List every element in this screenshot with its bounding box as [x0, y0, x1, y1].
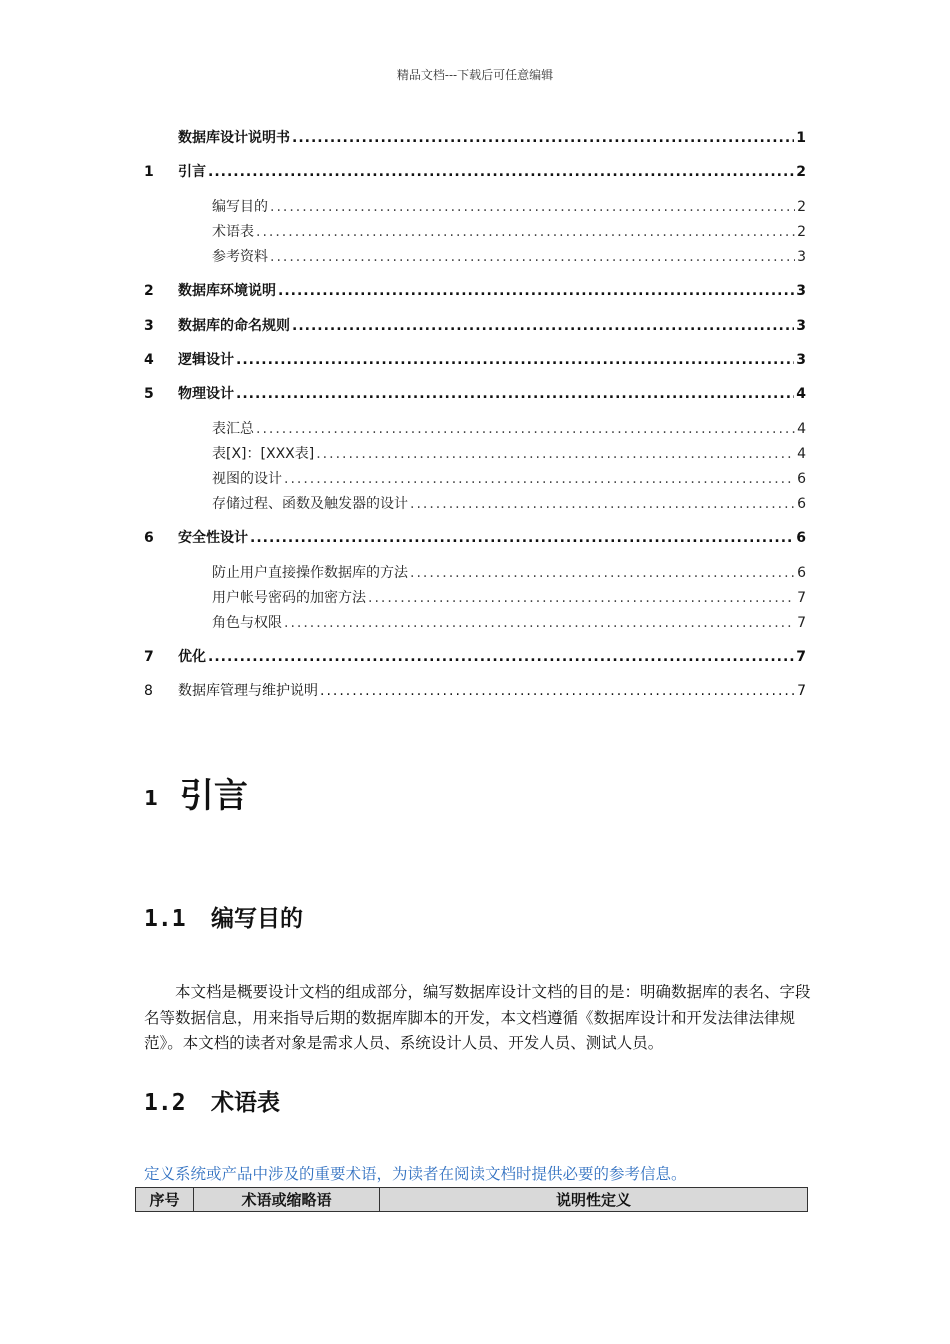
toc-leader-dots	[236, 386, 794, 402]
toc-entry-label: 存储过程、函数及触发器的设计	[212, 496, 408, 512]
toc-entry-page: 7	[797, 615, 806, 631]
toc-entry-label: 优化	[178, 649, 206, 665]
toc-entry-number: 5	[144, 386, 154, 402]
toc-entry-page: 7	[797, 590, 806, 606]
toc-entry[interactable]	[144, 280, 806, 300]
toc-leader-dots	[316, 446, 795, 462]
toc-leader-dots	[292, 318, 794, 334]
toc-leader-dots	[256, 224, 795, 240]
toc-entry[interactable]	[144, 315, 806, 335]
toc-entry-label: 数据库管理与维护说明	[178, 683, 318, 699]
toc-entry[interactable]	[144, 527, 806, 547]
toc-leader-dots	[208, 164, 794, 180]
toc-entry-label: 视图的设计	[212, 471, 282, 487]
toc-entry[interactable]	[144, 680, 806, 700]
toc-entry[interactable]	[144, 221, 806, 241]
toc-entry-label: 表[X]：[XXX表]	[212, 446, 315, 462]
section-title: 术语表	[211, 1090, 280, 1116]
toc-entry-page: 2	[796, 164, 806, 180]
toc-leader-dots	[250, 530, 794, 546]
section-number: 1	[144, 785, 158, 810]
toc-leader-dots	[320, 683, 795, 699]
toc-leader-dots	[278, 283, 794, 299]
section-1-1-heading	[144, 900, 303, 933]
toc-entry[interactable]	[144, 468, 806, 488]
toc-entry[interactable]	[144, 196, 806, 216]
toc-entry-page: 3	[796, 352, 806, 368]
toc-entry-label: 参考资料	[212, 249, 268, 265]
section-number: 1.2	[144, 1090, 186, 1116]
toc-entry-label: 物理设计	[178, 386, 234, 402]
toc-entry-page: 6	[796, 530, 806, 546]
toc-entry-label: 编写目的	[212, 199, 268, 215]
toc-entry-page: 3	[797, 249, 806, 265]
section-title: 编写目的	[211, 906, 303, 932]
toc-entry-page: 3	[796, 318, 806, 334]
toc-leader-dots	[236, 352, 794, 368]
toc-entry-page: 1	[796, 130, 806, 146]
toc-entry-label: 数据库环境说明	[178, 283, 276, 299]
toc-entry-number: 8	[144, 683, 153, 699]
toc-entry-label: 数据库设计说明书	[178, 130, 290, 146]
toc-entry-label: 术语表	[212, 224, 254, 240]
toc-entry[interactable]	[144, 161, 806, 181]
body-paragraph: 本文档是概要设计文档的组成部分，编写数据库设计文档的目的是：明确数据库的表名、字段名等数据信息，用来指导后期的数据库脚本的开发，本文档遵循《数据库设计和开发法律法律规范》。本文档的读者对象是需求人员、系统设计人员、开发人员、测试人员。	[144, 983, 811, 1052]
toc-entry-number: 7	[144, 649, 154, 665]
toc-entry-number: 1	[144, 164, 154, 180]
toc-entry-page: 7	[796, 649, 806, 665]
toc-entry[interactable]	[144, 349, 806, 369]
toc-entry[interactable]	[144, 443, 806, 463]
toc-entry-label: 防止用户直接操作数据库的方法	[212, 565, 408, 581]
toc-leader-dots	[270, 249, 795, 265]
column-header-index: 序号	[136, 1188, 194, 1212]
toc-entry-page: 6	[797, 471, 806, 487]
toc-leader-dots	[208, 649, 794, 665]
column-header-definition: 说明性定义	[380, 1188, 808, 1212]
section-1-2-heading	[144, 1084, 280, 1117]
toc-entry-number: 2	[144, 283, 154, 299]
section-1-heading	[144, 768, 248, 817]
toc-entry[interactable]	[144, 383, 806, 403]
toc-entry-page: 2	[797, 199, 806, 215]
section-title: 引言	[179, 776, 248, 816]
toc-entry[interactable]	[144, 562, 806, 582]
toc-entry-label: 引言	[178, 164, 206, 180]
toc-leader-dots	[292, 130, 794, 146]
toc-leader-dots	[270, 199, 795, 215]
toc-leader-dots	[410, 565, 795, 581]
toc-entry-page: 2	[797, 224, 806, 240]
toc-leader-dots	[284, 615, 795, 631]
toc-entry[interactable]	[144, 493, 806, 513]
toc-leader-dots	[256, 421, 795, 437]
toc-entry-number: 3	[144, 318, 154, 334]
toc-leader-dots	[284, 471, 795, 487]
toc-entry-page: 6	[797, 565, 806, 581]
toc-entry[interactable]	[144, 646, 806, 666]
toc-entry-page: 3	[796, 283, 806, 299]
toc-entry-page: 4	[797, 446, 806, 462]
glossary-table	[135, 1187, 808, 1212]
toc-entry-page: 7	[797, 683, 806, 699]
toc-entry-label: 角色与权限	[212, 615, 282, 631]
toc-entry-label: 安全性设计	[178, 530, 248, 546]
page-header: 精品文档---下载后可任意编辑	[396, 68, 554, 82]
toc-leader-dots	[368, 590, 795, 606]
toc-entry-label: 逻辑设计	[178, 352, 234, 368]
toc-entry-label: 用户帐号密码的加密方法	[212, 590, 366, 606]
toc-entry[interactable]	[144, 612, 806, 632]
toc-entry[interactable]	[144, 246, 806, 266]
glossary-note: 定义系统或产品中涉及的重要术语，为读者在阅读文档时提供必要的参考信息。	[144, 1165, 687, 1183]
toc-entry-label: 表汇总	[212, 421, 254, 437]
column-header-term: 术语或缩略语	[194, 1188, 380, 1212]
toc-entry-page: 6	[797, 496, 806, 512]
toc-entry-page: 4	[796, 386, 806, 402]
toc-entry-number: 6	[144, 530, 154, 546]
table-header-row	[136, 1188, 808, 1212]
section-number: 1.1	[144, 906, 186, 932]
toc-entry[interactable]	[144, 587, 806, 607]
toc-leader-dots	[410, 496, 795, 512]
toc-entry-label: 数据库的命名规则	[178, 318, 290, 334]
toc-entry[interactable]	[144, 418, 806, 438]
toc-entry[interactable]	[144, 127, 806, 147]
toc-entry-number: 4	[144, 352, 154, 368]
toc-entry-page: 4	[797, 421, 806, 437]
